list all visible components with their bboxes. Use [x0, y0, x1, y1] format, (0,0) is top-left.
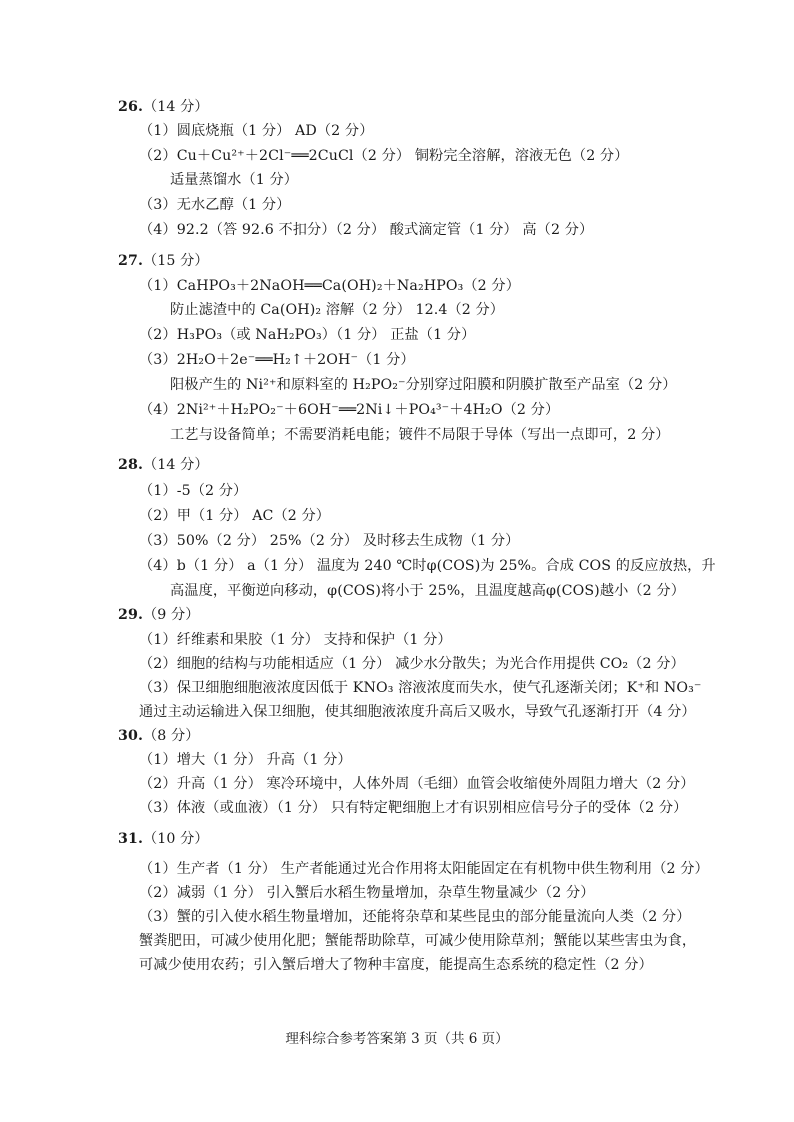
q30-line3: （3）体液（或血液）（1 分） 只有特定靶细胞上才有识别相应信号分子的受体（2 分）	[139, 800, 688, 816]
q30-line1: （1）增大（1 分） 升高（1 分）	[139, 752, 352, 768]
q29-line2: （2）细胞的结构与功能相适应（1 分） 减少水分散失；为光合作用提供 CO₂（2 分）	[139, 656, 685, 672]
q26-line1: （1）圆底烧瓶（1 分） AD（2 分）	[139, 123, 374, 139]
q29-line3: （3）保卫细胞细胞液浓度因低于 KNO₃ 溶液浓度而失水，使气孔逐渐关闭；K⁺和 NO₃⁻	[139, 680, 702, 696]
q30-line2: （2）升高（1 分） 寒冷环境中，人体外周（毛细）血管会收缩使外周阻力增大（2 分）	[139, 776, 695, 792]
q27-line2: 防止滤渣中的 Ca(OH)₂ 溶解（2 分） 12.4（2 分）	[170, 302, 505, 318]
q28-line2: （2）甲（1 分） AC（2 分）	[139, 508, 331, 524]
q29-line1: （1）纤维素和果胶（1 分） 支持和保护（1 分）	[139, 632, 452, 648]
q27-number: 27.	[118, 253, 143, 269]
page-footer: 理科综合参考答案第 3 页（共 6 页）	[285, 1031, 509, 1047]
q26-line5: （4）92.2（答 92.6 不扣分）（2 分） 酸式滴定管（1 分） 高（2 分）	[139, 222, 594, 238]
q29-number: 29.	[118, 607, 143, 623]
q26-line4: （3）无水乙醇（1 分）	[139, 197, 291, 213]
q31-number: 31.	[118, 831, 143, 847]
q27-line5: 阳极产生的 Ni²⁺和原料室的 H₂PO₂⁻分别穿过阳膜和阴膜扩散至产品室（2 分）	[170, 377, 677, 393]
q27-line1: （1）CaHPO₃＋2NaOH══Ca(OH)₂＋Na₂HPO₃（2 分）	[139, 278, 520, 294]
q28-line4: （4）b（1 分） a（1 分） 温度为 240 ℃时φ(COS)为 25%。合成 COS 的反应放热，升	[139, 558, 716, 574]
q30-header	[118, 727, 200, 745]
q31-header	[118, 830, 209, 848]
q27-line3: （2）H₃PO₃（或 NaH₂PO₃）（1 分） 正盐（1 分）	[139, 327, 476, 343]
q27-line6: （4）2Ni²⁺＋H₂PO₂⁻＋6OH⁻══2Ni↓＋PO₄³⁻＋4H₂O（2 分）	[139, 402, 560, 418]
q31-line3: （3）蟹的引入使水稻生物量增加，还能将杂草和某些昆虫的部分能量流向人类（2 分）	[139, 909, 691, 925]
q26-line3: 适量蒸馏水（1 分）	[170, 172, 299, 188]
q27-line4: （3）2H₂O＋2e⁻══H₂↑＋2OH⁻（1 分）	[139, 352, 415, 368]
q28-line3: （3）50%（2 分） 25%（2 分） 及时移去生成物（1 分）	[139, 533, 520, 549]
q28-line1: （1）-5（2 分）	[139, 483, 248, 499]
q31-score: （10 分）	[142, 831, 209, 847]
q28-line5: 高温度，平衡逆向移动，φ(COS)将小于 25%，且温度越高φ(COS)越小（2 分）	[170, 583, 685, 599]
q30-number: 30.	[118, 728, 143, 744]
q29-score: （9 分）	[142, 607, 200, 623]
q27-header	[118, 252, 209, 270]
q29-header	[118, 606, 200, 624]
q26-header	[118, 98, 209, 116]
q31-line2: （2）减弱（1 分） 引入蟹后水稻生物量增加，杂草生物量减少（2 分）	[139, 885, 595, 901]
q26-line2: （2）Cu＋Cu²⁺＋2Cl⁻══2CuCl（2 分） 铜粉完全溶解，溶液无色（2 分）	[139, 148, 629, 164]
q30-score: （8 分）	[142, 728, 200, 744]
q31-line4: 蟹粪肥田，可减少使用化肥；蟹能帮助除草，可减少使用除草剂；蟹能以某些害虫为食，	[139, 933, 697, 949]
q26-number: 26.	[118, 99, 143, 115]
q26-score: （14 分）	[142, 99, 209, 115]
q28-number: 28.	[118, 457, 143, 473]
q27-score: （15 分）	[142, 253, 209, 269]
q27-line7: 工艺与设备简单；不需要消耗电能；镀件不局限于导体（写出一点即可，2 分）	[170, 427, 670, 443]
q28-score: （14 分）	[142, 457, 209, 473]
q31-line5: 可减少使用农药；引入蟹后增大了物种丰富度，能提高生态系统的稳定性（2 分）	[139, 957, 653, 973]
q28-header	[118, 456, 209, 474]
q31-line1: （1）生产者（1 分） 生产者能通过光合作用将太阳能固定在有机物中供生物利用（2 分）	[139, 861, 709, 877]
q29-line4: 通过主动运输进入保卫细胞，使其细胞液浓度升高后又吸水，导致气孔逐渐打开（4 分）	[139, 704, 696, 720]
